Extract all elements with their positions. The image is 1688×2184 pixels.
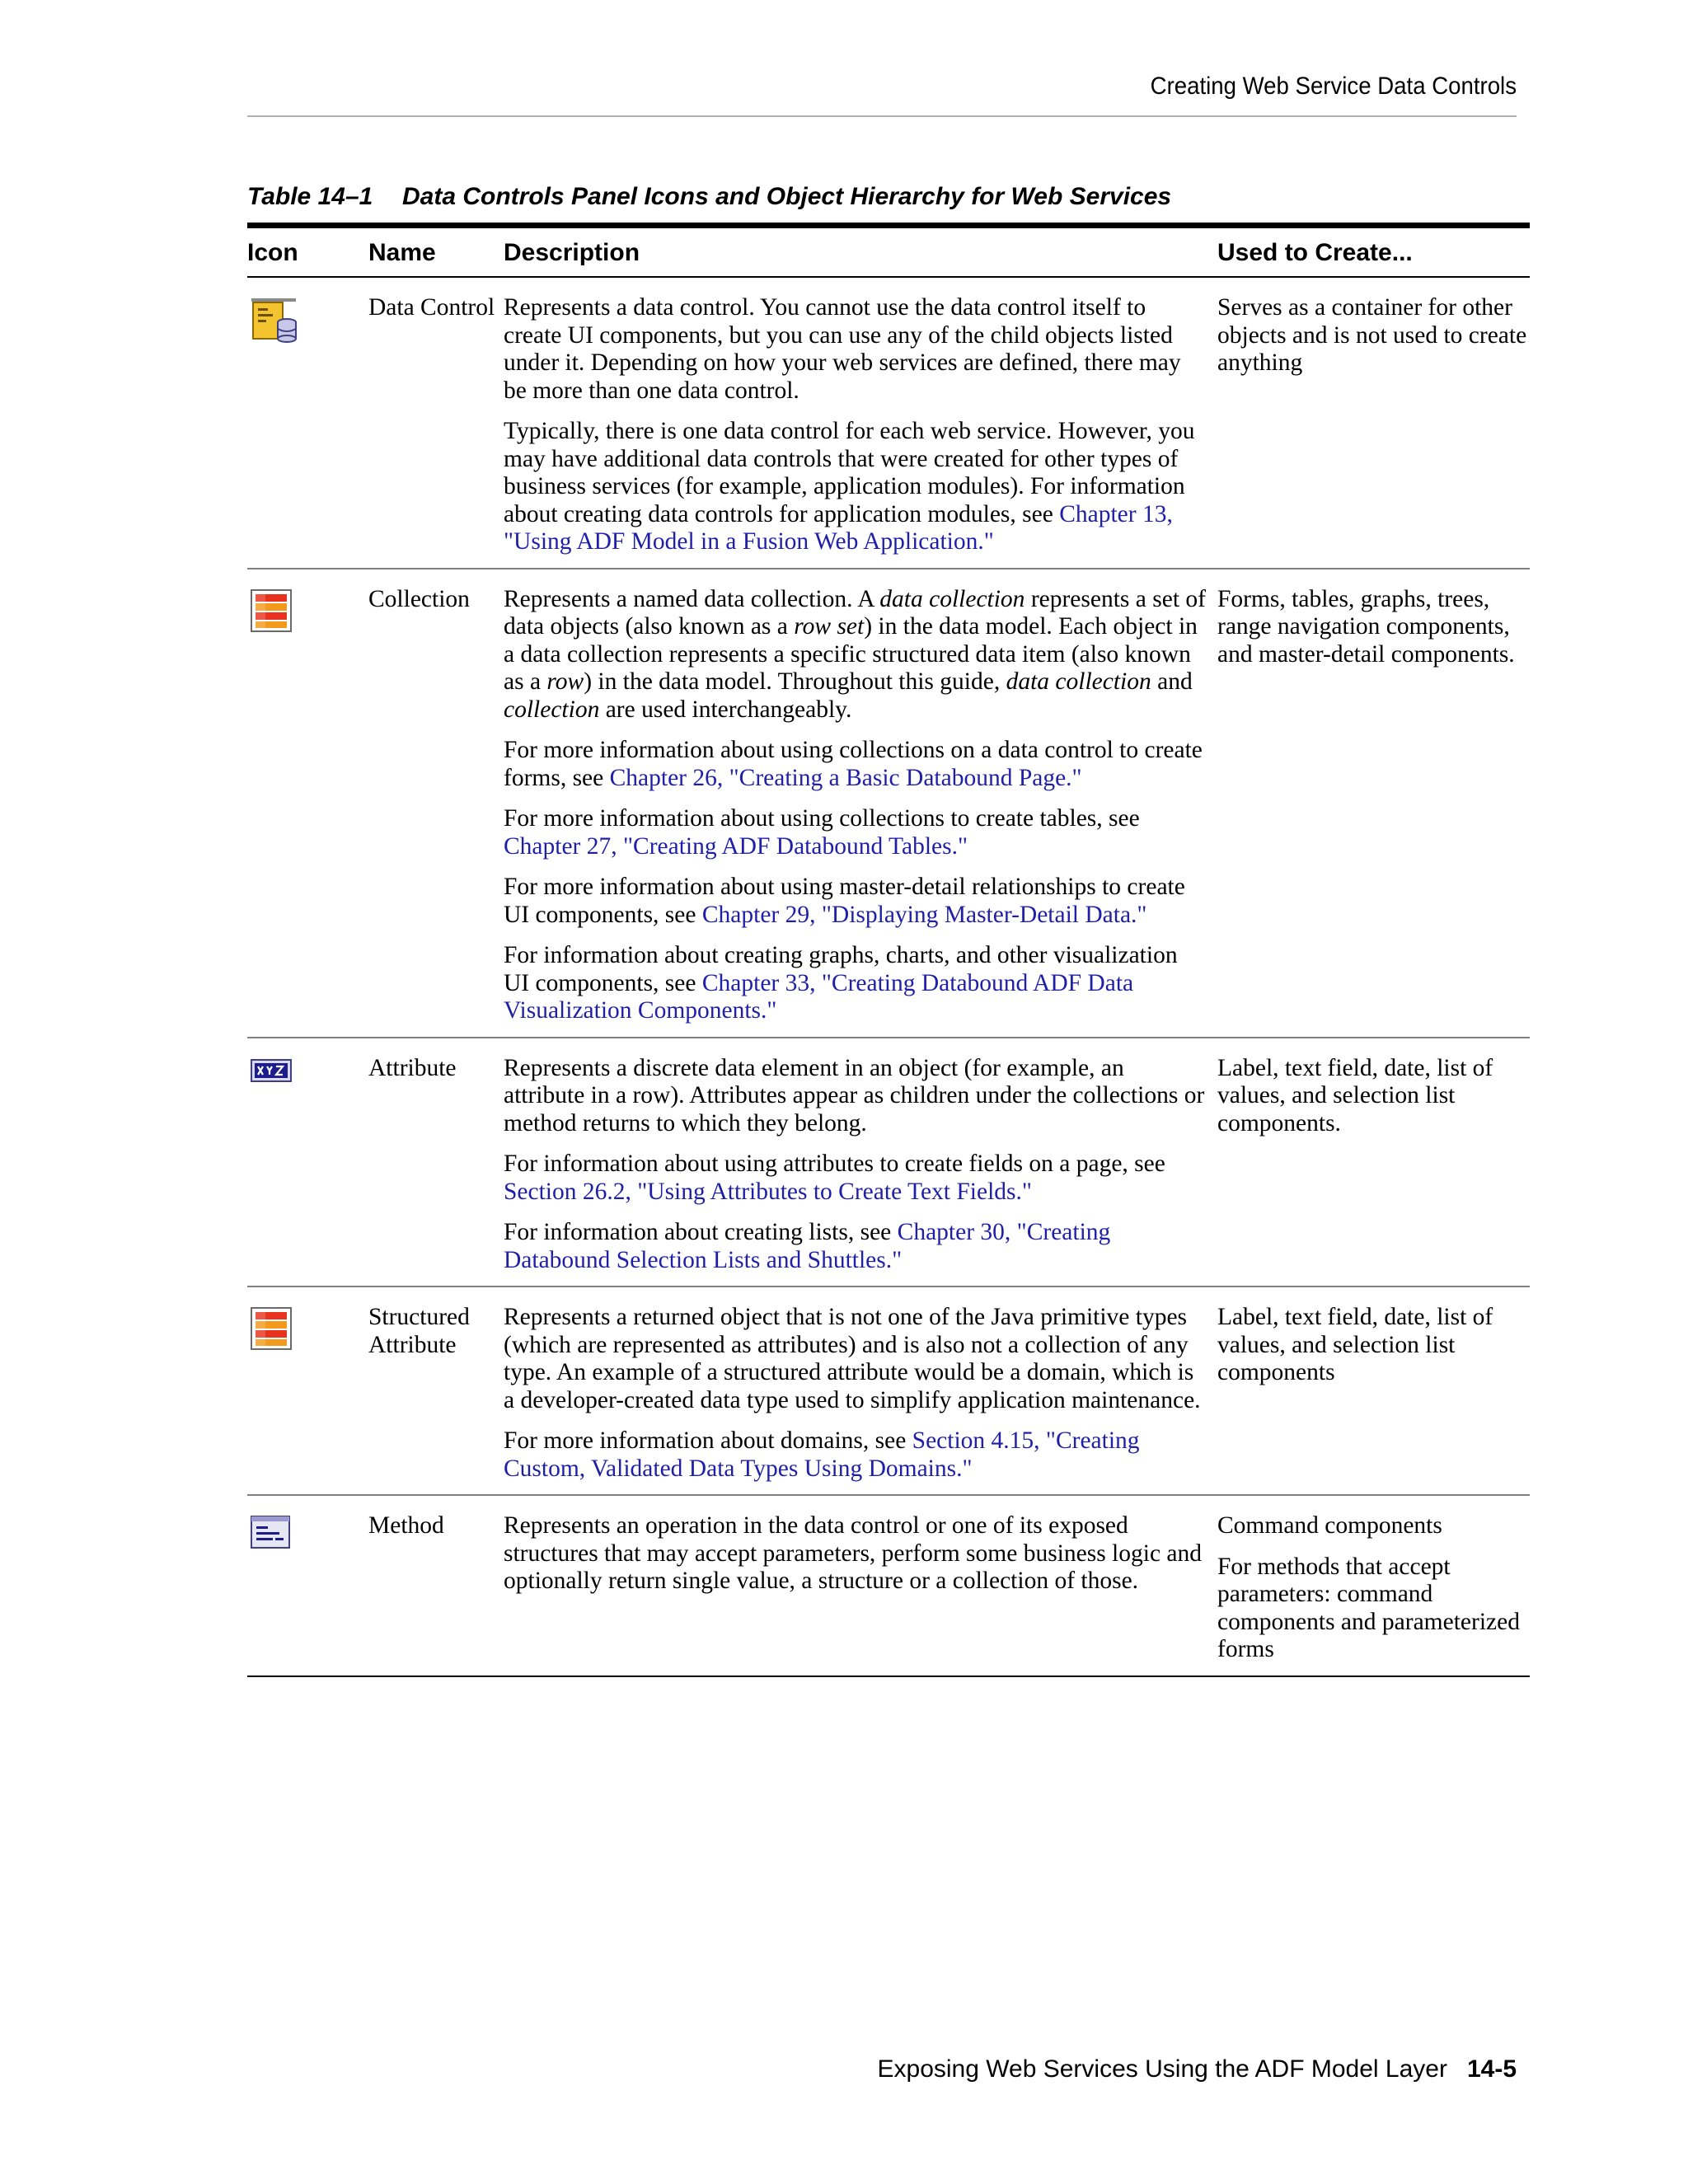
description-paragraph [504, 874, 1209, 929]
description-text: Represents a returned object that is not one of the Java primitive types (which are represented as attributes) and is also not a collection of any type. An example of a structured attribute would be a domain, which is a developer-created data type used to simplify application maintenance. [504, 1304, 1201, 1413]
table-caption-title: Data Controls Panel Icons and Object Hierarchy for Web Services [402, 183, 1172, 210]
chapter-29-link[interactable]: Chapter 29, "Displaying Master-Detail Data." [701, 901, 1147, 928]
term-emphasis: data collection [879, 585, 1025, 612]
description-text: Represents a discrete data element in an object (for example, an attribute in a row). Attributes appear as children under the collections or method returns to which they belong. [504, 1054, 1205, 1137]
column-header-name: Name [368, 239, 436, 266]
method-icon [251, 1516, 293, 1550]
used-paragraph: Serves as a container for other objects and is not used to create anything [1217, 294, 1527, 376]
table-row [247, 278, 1530, 569]
table-row [247, 1496, 1530, 1677]
used-paragraph: Label, text field, date, list of values, and selection list components [1217, 1304, 1493, 1385]
column-header-description: Description [504, 239, 640, 266]
description-paragraph [504, 418, 1209, 556]
header-rule [247, 115, 1517, 117]
description-text: Represents an operation in the data control or one of its exposed structures that may accept parameters, perform some business logic and optionally return single value, a structure or a collection of those. [504, 1512, 1203, 1594]
description-text: and [1151, 668, 1193, 695]
row-used-to-create [1217, 278, 1530, 568]
description-text: ) in the data model. Each object in a data collection represents a specific structured data item (also known as a [504, 613, 1198, 695]
chapter-33-link[interactable]: Chapter 33, "Creating Databound ADF Data Visualization Components." [504, 969, 1134, 1024]
chapter-13-link[interactable]: Chapter 13, "Using ADF Model in a Fusion Web Application." [504, 500, 1173, 555]
running-footer [247, 2055, 1517, 2083]
icon-cell [247, 1496, 368, 1675]
used-paragraph: For methods that accept parameters: command components and parameterized forms [1217, 1553, 1520, 1662]
icon-cell [247, 278, 368, 568]
row-description [504, 569, 1217, 1037]
table-row [247, 1038, 1530, 1288]
description-text: Typically, there is one data control for each web service. However, you may have additional data controls that were created for other types of business services (for example, application modules). For information about creating data controls for application modules, see [504, 418, 1195, 527]
section-4-15-link[interactable]: Section 4.15, "Creating Custom, Validated Data Types Using Domains." [504, 1427, 1140, 1482]
chapter-30-link[interactable]: Chapter 30, "Creating Databound Selection Lists and Shuttles." [504, 1219, 1111, 1273]
description-paragraph [504, 1512, 1209, 1596]
description-text: For more information about using master-detail relationships to create UI components, see [504, 874, 1185, 928]
row-used-to-create [1217, 1287, 1530, 1494]
row-name: Attribute [368, 1054, 457, 1081]
row-name: Collection [368, 585, 470, 612]
table-row [247, 569, 1530, 1038]
used-paragraph: Label, text field, date, list of values, and selection list components. [1217, 1054, 1493, 1137]
description-text: represents a set of data objects (also known as a [504, 585, 1206, 640]
description-paragraph [504, 1427, 1209, 1483]
description-text: For more information about using collections on a data control to create forms, see [504, 737, 1203, 791]
description-text: For information about creating graphs, charts, and other visualization UI components, see [504, 942, 1178, 996]
used-paragraph: Command components [1217, 1512, 1442, 1539]
description-text: For more information about domains, see [504, 1427, 912, 1454]
description-paragraph [504, 942, 1209, 1025]
row-description [504, 1496, 1217, 1675]
description-text: ) in the data model. Throughout this guide, [584, 668, 1006, 695]
term-emphasis: data collection [1006, 668, 1151, 695]
row-description [504, 278, 1217, 568]
description-text: are used interchangeably. [599, 696, 852, 723]
description-paragraph [504, 1304, 1209, 1414]
term-emphasis: row set [794, 613, 865, 640]
page-number: 14-5 [1466, 2055, 1517, 2083]
section-26-2-link[interactable]: Section 26.2, "Using Attributes to Create Text Fields." [504, 1178, 1032, 1205]
description-text: For information about using attributes to create fields on a page, see [504, 1151, 1165, 1177]
footer-chapter-title: Exposing Web Services Using the ADF Model Layer [877, 2055, 1447, 2083]
row-description [504, 1038, 1217, 1286]
column-header-used-to-create: Used to Create... [1217, 239, 1413, 266]
row-used-to-create [1217, 1496, 1530, 1675]
description-text: Represents a data control. You cannot use the data control itself to create UI components, but you can use any of the child objects listed under it. Depending on how your web services are defined, there may be more than one data control. [504, 294, 1181, 404]
attribute-icon [251, 1058, 293, 1085]
running-header: Creating Web Service Data Controls [1150, 73, 1517, 100]
collection-icon [251, 589, 293, 634]
description-paragraph [504, 1055, 1209, 1138]
column-header-icon: Icon [247, 239, 298, 266]
term-emphasis: row [546, 668, 584, 695]
row-used-to-create [1217, 569, 1530, 1037]
icon-cell [247, 1287, 368, 1494]
row-description [504, 1287, 1217, 1494]
icon-cell [247, 1038, 368, 1286]
table-row [247, 1287, 1530, 1496]
term-emphasis: collection [504, 696, 600, 723]
description-paragraph [504, 294, 1209, 405]
description-text: Represents a named data collection. A [504, 585, 880, 612]
chapter-27-link[interactable]: Chapter 27, "Creating ADF Databound Tables." [504, 832, 968, 860]
table-header-row [247, 228, 1530, 278]
description-paragraph [504, 737, 1209, 792]
table-caption-number: Table 14–1 [247, 183, 373, 210]
structured-attribute-icon [251, 1307, 293, 1352]
chapter-26-link[interactable]: Chapter 26, "Creating a Basic Databound Page." [609, 764, 1082, 791]
description-paragraph [504, 1219, 1209, 1274]
table-caption [247, 183, 1171, 211]
description-text: For information about creating lists, see [504, 1219, 898, 1245]
row-name: Structured Attribute [368, 1304, 470, 1358]
icons-table [247, 223, 1530, 1677]
description-paragraph [504, 586, 1209, 724]
description-paragraph [504, 805, 1209, 860]
used-paragraph: Forms, tables, graphs, trees, range navigation components, and master-detail components. [1217, 585, 1515, 668]
row-name: Data Control [368, 294, 495, 321]
row-name: Method [368, 1512, 444, 1539]
icon-cell [247, 569, 368, 1037]
description-text: For more information about using collections to create tables, see [504, 805, 1140, 832]
data-control-icon [251, 298, 300, 344]
description-paragraph [504, 1151, 1209, 1206]
row-used-to-create [1217, 1038, 1530, 1286]
